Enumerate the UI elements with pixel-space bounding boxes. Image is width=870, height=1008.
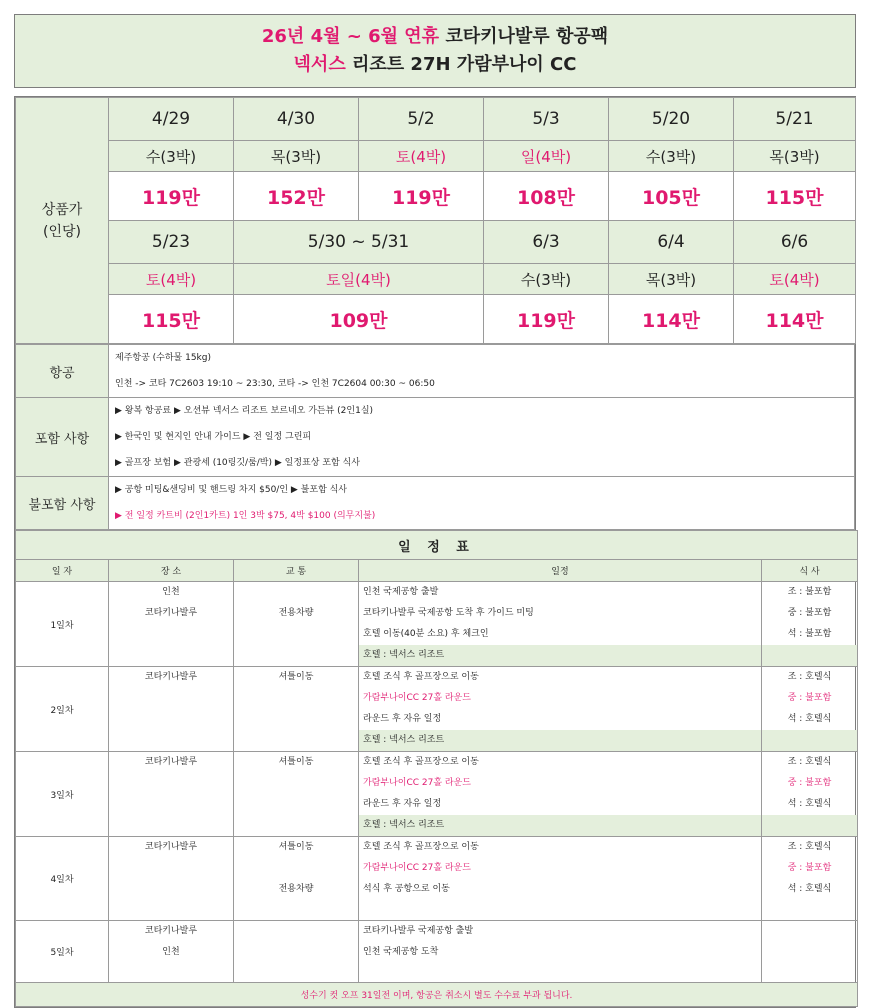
title-line-2 xyxy=(294,51,577,79)
schedule-transport xyxy=(234,582,359,667)
transport-type xyxy=(234,858,358,879)
meal-item: 중 : 불포함 xyxy=(787,863,832,873)
schedule-transport xyxy=(234,837,359,921)
departure-date: 5/3 xyxy=(484,98,609,141)
departure-date: 5/21 xyxy=(734,98,856,141)
place-name: 코타키나발루 xyxy=(144,842,198,852)
itinerary-item: 인천 국제공항 도착 xyxy=(363,947,439,957)
flight-line: 인천 -> 코타 7C2603 19:10 ~ 23:30, 코타 -> 인천 7C2604 00:30 ~ 06:50 xyxy=(115,379,435,389)
departure-date: 4/30 xyxy=(234,98,359,141)
price-value: 114만 xyxy=(609,295,734,344)
excluded-info xyxy=(109,477,855,530)
transport-type xyxy=(234,582,358,603)
place-name: 인천 xyxy=(162,947,180,957)
included-line: ▶ 골프장 보험 ▶ 관광세 (10링깃/룸/박) ▶ 일정표상 포함 식사 xyxy=(115,458,360,468)
departure-day: 토일(4박) xyxy=(234,264,484,295)
transport-type: 셔틀이동 xyxy=(278,757,314,767)
place-name: 코타키나발루 xyxy=(144,608,198,618)
col-header-transport: 교 통 xyxy=(234,560,359,582)
title-resort-name: 넥서스 xyxy=(293,54,346,75)
place-name: 코타키나발루 xyxy=(144,672,198,682)
hotel-info: 호텔 : 넥서스 리조트 xyxy=(359,730,761,751)
price-row xyxy=(16,295,856,344)
price-value: 115만 xyxy=(109,295,234,344)
departure-date: 4/29 xyxy=(109,98,234,141)
included-line: ▶ 왕복 항공료 ▶ 오션뷰 넥서스 리조트 보르네오 가든뷰 (2인1실) xyxy=(115,406,374,416)
info-table xyxy=(15,344,855,530)
price-value: 114만 xyxy=(734,295,856,344)
departure-day: 목(3박) xyxy=(734,141,856,172)
departure-day: 수(3박) xyxy=(484,264,609,295)
schedule-header-row xyxy=(16,560,858,582)
schedule-meals xyxy=(762,921,858,983)
schedule-itinerary xyxy=(359,582,762,667)
itinerary-item: 가람부나이CC 27홀 라운드 xyxy=(363,863,471,873)
schedule-row xyxy=(16,667,858,752)
schedule-transport xyxy=(234,752,359,837)
itinerary-item: 호텔 조식 후 골프장으로 이동 xyxy=(363,757,479,767)
departure-day: 수(3박) xyxy=(109,141,234,172)
schedule-day: 1일차 xyxy=(16,582,109,667)
title-period: 26년 4월 ~ 6월 연휴 xyxy=(261,26,440,47)
meal-spacer xyxy=(762,730,857,751)
meal-item: 조 : 호텔식 xyxy=(787,757,832,767)
excluded-line: ▶ 공항 미팅&샌딩비 및 핸드링 차지 $50/인 ▶ 불포함 식사 xyxy=(115,485,348,495)
departure-day: 토(4박) xyxy=(359,141,484,172)
itinerary-item: 라운드 후 자유 일정 xyxy=(363,714,442,724)
itinerary-item: 가람부나이CC 27홀 라운드 xyxy=(363,778,471,788)
itinerary-item: 코타키나발루 국제공항 도착 후 가이드 미팅 xyxy=(363,608,534,618)
price-value: 119만 xyxy=(109,172,234,221)
itinerary-item: 호텔 이동(40분 소요) 후 체크인 xyxy=(363,629,489,639)
included-line: ▶ 한국인 및 현지인 안내 가이드 ▶ 전 일정 그린피 xyxy=(115,432,312,442)
schedule-transport xyxy=(234,921,359,983)
price-table xyxy=(15,97,856,344)
schedule-transport xyxy=(234,667,359,752)
meal-item: 중 : 불포함 xyxy=(787,608,832,618)
departure-day: 일(4박) xyxy=(484,141,609,172)
transport-type: 셔틀이동 xyxy=(278,842,314,852)
hotel-info: 호텔 : 넥서스 리조트 xyxy=(359,815,761,836)
day-row xyxy=(16,264,856,295)
meal-item: 중 : 불포함 xyxy=(787,778,832,788)
col-header-itinerary: 일정 xyxy=(359,560,762,582)
schedule-row xyxy=(16,837,858,921)
schedule-meals xyxy=(762,582,858,667)
transport-type: 셔틀이동 xyxy=(278,672,314,682)
meal-item: 석 : 불포함 xyxy=(787,629,832,639)
price-row xyxy=(16,172,856,221)
schedule-meals xyxy=(762,752,858,837)
price-label: 상품가 (인당) xyxy=(16,98,109,344)
schedule-place xyxy=(109,921,234,983)
meal-item: 석 : 호텔식 xyxy=(787,884,832,894)
price-value: 105만 xyxy=(609,172,734,221)
schedule-itinerary xyxy=(359,921,762,983)
cancellation-note: 성수기 컷 오프 31일전 이며, 항공은 취소시 별도 수수료 부과 됩니다. xyxy=(16,983,858,1007)
itinerary-item: 석식 후 공항으로 이동 xyxy=(363,884,450,894)
price-value: 108만 xyxy=(484,172,609,221)
col-header-day: 일 자 xyxy=(16,560,109,582)
schedule-place xyxy=(109,837,234,921)
transport-type: 전용차량 xyxy=(278,884,314,894)
schedule-day: 4일차 xyxy=(16,837,109,921)
meal-item: 조 : 불포함 xyxy=(787,587,832,597)
schedule-itinerary xyxy=(359,752,762,837)
flight-label: 항공 xyxy=(16,345,109,398)
title-line-1 xyxy=(262,23,608,51)
itinerary-item: 라운드 후 자유 일정 xyxy=(363,799,442,809)
hotel-info: 호텔 : 넥서스 리조트 xyxy=(359,645,761,666)
departure-date: 6/6 xyxy=(734,221,856,264)
schedule-place xyxy=(109,667,234,752)
schedule-itinerary xyxy=(359,667,762,752)
meal-item: 석 : 호텔식 xyxy=(787,714,832,724)
col-header-place: 장 소 xyxy=(109,560,234,582)
title-banner xyxy=(14,14,856,88)
itinerary-item: 가람부나이CC 27홀 라운드 xyxy=(363,693,471,703)
departure-date: 6/3 xyxy=(484,221,609,264)
price-value: 115만 xyxy=(734,172,856,221)
departure-date: 5/20 xyxy=(609,98,734,141)
schedule-title: 일 정 표 xyxy=(16,531,858,560)
date-row xyxy=(16,221,856,264)
excluded-cart-fee: ▶ 전 일정 카트비 (2인1카트) 1인 3박 $75, 4박 $100 (의무지불) xyxy=(115,511,376,521)
schedule-day: 2일차 xyxy=(16,667,109,752)
schedule-table xyxy=(15,530,858,1007)
schedule-meals xyxy=(762,667,858,752)
price-value: 119만 xyxy=(484,295,609,344)
departure-day: 목(3박) xyxy=(234,141,359,172)
day-row xyxy=(16,141,856,172)
schedule-row xyxy=(16,921,858,983)
itinerary-item: 호텔 조식 후 골프장으로 이동 xyxy=(363,842,479,852)
place-name: 인천 xyxy=(162,587,180,597)
title-package: 코타키나발루 항공팩 xyxy=(445,26,609,47)
title-resort-detail: 리조트 27H 가람부나이 CC xyxy=(352,54,577,75)
schedule-day: 3일차 xyxy=(16,752,109,837)
flight-info xyxy=(109,345,855,398)
itinerary-item: 호텔 조식 후 골프장으로 이동 xyxy=(363,672,479,682)
schedule-place xyxy=(109,752,234,837)
schedule-day: 5일차 xyxy=(16,921,109,983)
departure-day: 토(4박) xyxy=(109,264,234,295)
transport-type: 전용차량 xyxy=(278,608,314,618)
schedule-row xyxy=(16,752,858,837)
departure-date: 5/2 xyxy=(359,98,484,141)
col-header-meals: 식 사 xyxy=(762,560,858,582)
departure-date: 5/30 ~ 5/31 xyxy=(234,221,484,264)
schedule-row xyxy=(16,582,858,667)
price-value: 152만 xyxy=(234,172,359,221)
schedule-itinerary xyxy=(359,837,762,921)
meal-item: 조 : 호텔식 xyxy=(787,842,832,852)
meal-item: 석 : 호텔식 xyxy=(787,799,832,809)
departure-day: 수(3박) xyxy=(609,141,734,172)
meal-spacer xyxy=(762,645,857,666)
place-name: 코타키나발루 xyxy=(144,757,198,767)
departure-date: 5/23 xyxy=(109,221,234,264)
meal-item: 중 : 불포함 xyxy=(787,693,832,703)
departure-day: 토(4박) xyxy=(734,264,856,295)
included-label: 포함 사항 xyxy=(16,398,109,477)
package-table xyxy=(14,96,856,1008)
departure-day: 목(3박) xyxy=(609,264,734,295)
price-value: 109만 xyxy=(234,295,484,344)
itinerary-item: 인천 국제공항 출발 xyxy=(363,587,439,597)
included-info xyxy=(109,398,855,477)
schedule-place xyxy=(109,582,234,667)
meal-item: 조 : 호텔식 xyxy=(787,672,832,682)
departure-date: 6/4 xyxy=(609,221,734,264)
excluded-label: 불포함 사항 xyxy=(16,477,109,530)
schedule-meals xyxy=(762,837,858,921)
flight-line: 제주항공 (수하물 15kg) xyxy=(115,353,211,363)
itinerary-item: 코타키나발루 국제공항 출발 xyxy=(363,926,474,936)
meal-spacer xyxy=(762,815,857,836)
place-name: 코타키나발루 xyxy=(144,926,198,936)
price-value: 119만 xyxy=(359,172,484,221)
date-row xyxy=(16,98,856,141)
